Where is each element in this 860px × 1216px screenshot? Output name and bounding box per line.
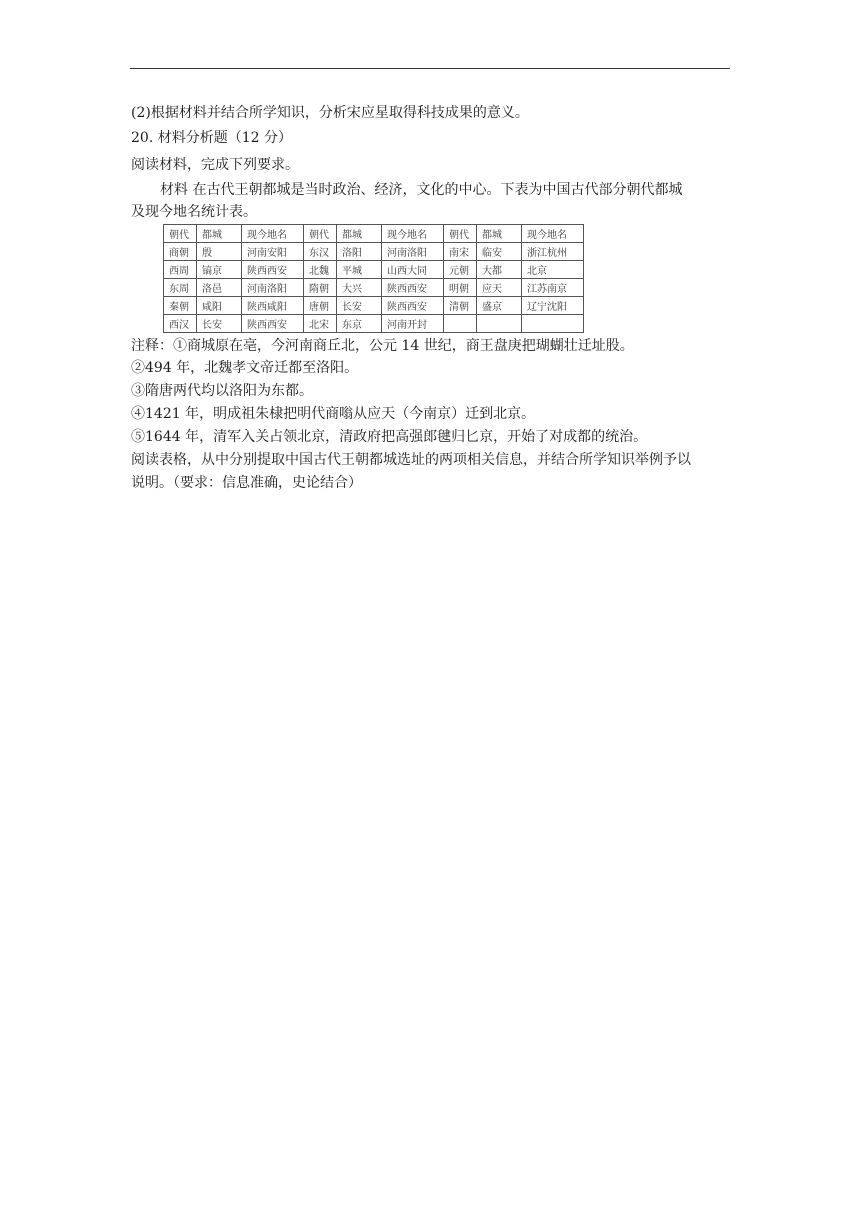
table-cell: [522, 315, 584, 333]
question-20-intro: 阅读材料，完成下列要求。: [131, 157, 299, 173]
table-cell: 河南安阳: [242, 243, 304, 261]
capitals-table: [163, 224, 584, 333]
question-20-heading: 20. 材料分析题（12 分）: [131, 130, 292, 146]
table-cell: 清朝: [444, 297, 477, 315]
table-cell: 镐京: [197, 261, 242, 279]
table-cell: 东汉: [304, 243, 337, 261]
table-cell: 陕西西安: [382, 279, 444, 297]
table-cell: [444, 315, 477, 333]
table-cell: 临安: [477, 243, 522, 261]
header-dynasty: 朝代: [444, 225, 477, 243]
note-5: ⑤1644 年，清军入关占领北京，清政府把高强郎毽归匕京，开始了对成都的统治。: [131, 429, 648, 445]
header-modern-place: 现今地名: [382, 225, 444, 243]
note-4: ④1421 年，明成祖朱棣把明代商嗡从应天（今南京）迁到北京。: [131, 406, 536, 422]
table-cell: 江苏南京: [522, 279, 584, 297]
table-cell: 陕西西安: [242, 261, 304, 279]
table-cell: 长安: [337, 297, 382, 315]
table-cell: 河南洛阳: [382, 243, 444, 261]
table-cell: 盛京: [477, 297, 522, 315]
table-row: [164, 315, 584, 333]
table-cell: 河南洛阳: [242, 279, 304, 297]
table-cell: 山西大同: [382, 261, 444, 279]
table-cell: 长安: [197, 315, 242, 333]
header-dynasty: 朝代: [164, 225, 197, 243]
table-row: [164, 243, 584, 261]
table-cell: 陕西西安: [382, 297, 444, 315]
table-cell: 西周: [164, 261, 197, 279]
table-cell: 南宋: [444, 243, 477, 261]
table-cell: 唐朝: [304, 297, 337, 315]
table-cell: 明朝: [444, 279, 477, 297]
table-cell: 北京: [522, 261, 584, 279]
table-header-row: [164, 225, 584, 243]
header-rule: [130, 68, 730, 69]
table-cell: 殷: [197, 243, 242, 261]
table-cell: 元朝: [444, 261, 477, 279]
material-text-line-2: 及现今地名统计表。: [131, 204, 257, 220]
table-cell: [477, 315, 522, 333]
table-cell: 北魏: [304, 261, 337, 279]
note-1: 注释：①商城原在亳，今河南商丘北，公元 14 世纪，商王盘庚把瑚蝴壮迁址股。: [131, 338, 634, 354]
table-cell: 隋朝: [304, 279, 337, 297]
header-modern-place: 现今地名: [242, 225, 304, 243]
table-cell: 辽宁沈阳: [522, 297, 584, 315]
table-cell: 大兴: [337, 279, 382, 297]
table-cell: 北宋: [304, 315, 337, 333]
header-modern-place: 现今地名: [522, 225, 584, 243]
table-cell: 咸阳: [197, 297, 242, 315]
table-cell: 秦朝: [164, 297, 197, 315]
question-part-2: (2)根据材料并结合所学知识，分析宋应星取得科技成果的意义。: [131, 105, 529, 121]
table-cell: 东周: [164, 279, 197, 297]
table-cell: 陕西咸阳: [242, 297, 304, 315]
table-cell: 洛阳: [337, 243, 382, 261]
table-cell: 大都: [477, 261, 522, 279]
table-cell: 陕西西安: [242, 315, 304, 333]
header-dynasty: 朝代: [304, 225, 337, 243]
task-text-line-2: 说明。（要求：信息准确，史论结合）: [131, 475, 362, 491]
table-row: [164, 297, 584, 315]
header-capital: 都城: [197, 225, 242, 243]
material-text-line-1: 材料 在古代王朝都城是当时政治、经济，文化的中心。下表为中国古代部分朝代都城: [160, 182, 683, 198]
table-row: [164, 279, 584, 297]
table-cell: 浙江杭州: [522, 243, 584, 261]
task-text-line-1: 阅读表格，从中分别提取中国古代王朝都城选址的两项相关信息，并结合所学知识举例予以: [131, 452, 691, 468]
table-cell: 西汉: [164, 315, 197, 333]
header-capital: 都城: [337, 225, 382, 243]
table-cell: 东京: [337, 315, 382, 333]
note-3: ③隋唐两代均以洛阳为东都。: [131, 383, 313, 399]
table-cell: 平城: [337, 261, 382, 279]
header-capital: 都城: [477, 225, 522, 243]
table-row: [164, 261, 584, 279]
note-2: ②494 年，北魏孝文帝迁都至洛阳。: [131, 360, 359, 376]
table-cell: 商朝: [164, 243, 197, 261]
table-cell: 河南开封: [382, 315, 444, 333]
table-cell: 洛邑: [197, 279, 242, 297]
table-cell: 应天: [477, 279, 522, 297]
